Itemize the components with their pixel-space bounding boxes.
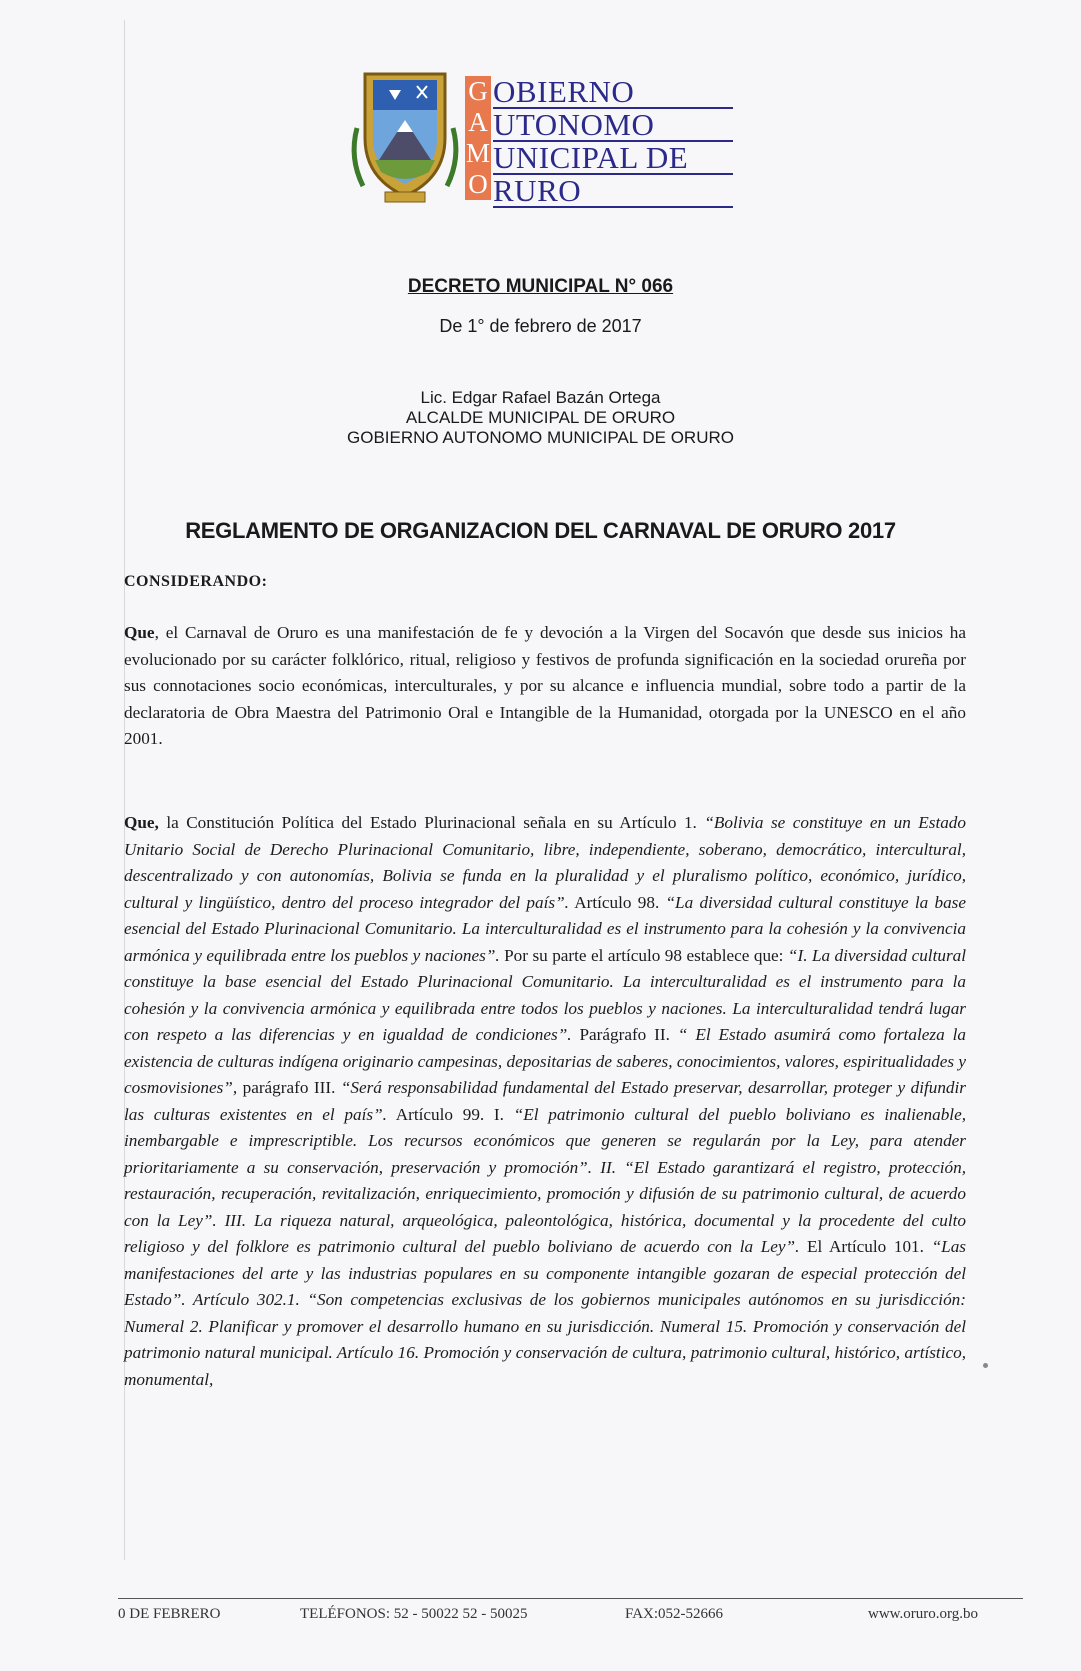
paragraph-lead: Que,	[124, 813, 159, 832]
quote: “Las manifestaciones del arte y las industrias populares en su componente intangible gozaran de especial protección del Estado”. Artículo 302.1. “Son competencias exclusivas de los gobiernos municipales autónomos en su jurisdicción: Numeral 2. Planificar y promover el desarrollo humano en su jurisdicción. Numeral 15. Promoción y conservación del patrimonio natural municipal. Artículo 16. Promoción y conservación de cultura, patrimonio cultural, histórico, artístico, monumental,	[124, 1237, 966, 1389]
logo-line: UNICIPAL DE	[493, 142, 733, 175]
footer-address: 0 DE FEBRERO	[118, 1606, 221, 1622]
logo-letter: O	[468, 169, 488, 199]
quote: “Será responsabilidad fundamental del Estado preservar, desarrollar, proteger y difundir las culturas existentes en el país”.	[124, 1078, 966, 1124]
considerando-heading: CONSIDERANDO:	[124, 573, 268, 590]
paragraph-text: Parágrafo II.	[571, 1025, 678, 1044]
gamo-logo	[345, 68, 725, 208]
mayor-role: ALCALDE MUNICIPAL DE ORURO	[405, 408, 676, 427]
regulation-title: REGLAMENTO DE ORGANIZACION DEL CARNAVAL DE ORURO 2017	[185, 518, 896, 543]
footer-divider	[118, 1598, 1023, 1599]
quote: “ El Estado asumirá como fortaleza la existencia de culturas indígena originario campesinas, depositarias de saberes, conocimientos, valores, espiritualidades y cosmovisiones”,	[124, 1025, 966, 1097]
logo-letter: G	[468, 76, 488, 106]
quote: “La diversidad cultural constituye la base esencial del Estado Plurinacional Comunitario. La interculturalidad es el instrumento para la cohesión y la convivencia armónica y equilibrada entre los pueblos y naciones”.	[124, 892, 966, 965]
logo-line: UTONOMO	[493, 109, 733, 142]
paragraph-lead: Que	[124, 623, 155, 642]
paragraph-text: El Artículo 101.	[799, 1237, 932, 1256]
coat-of-arms-icon	[345, 68, 465, 208]
decree-title-text: DECRETO MUNICIPAL N° 066	[407, 276, 674, 297]
decree-title	[0, 276, 1081, 298]
logo-letter: M	[465, 138, 490, 168]
logo-wordmark	[493, 76, 733, 208]
paragraph-text: Artículo 98.	[568, 892, 666, 912]
mayor-org: GOBIERNO AUTONOMO MUNICIPAL DE ORURO	[347, 428, 734, 447]
quote: “El patrimonio cultural del pueblo boliviano es inalienable, inembargable e imprescriptible. Los recursos económicos que generen se regularán por la Ley, para atender prioritariamente a su conservación, preservación y promoción”. II. “El Estado garantizará el registro, protección, restauración, recuperación, revitalización, enriquecimiento, promoción y difusión de su patrimonio cultural, de acuerdo con la Ley”. III. La riqueza natural, arqueológica, paleontológica, histórica, documental y la procedente del culto religioso y del folklore es patrimonio cultural del pueblo boliviano de acuerdo con la Ley”.	[124, 1104, 967, 1256]
mayor-block	[0, 388, 1081, 448]
paragraph-text: la Constitución Política del Estado Plurinacional señala en su Artículo 1.	[158, 813, 705, 832]
decree-date: De 1° de febrero de 2017	[439, 316, 642, 336]
quote: “I. La diversidad cultural constituye la base esencial del Estado Plurinacional Comunitario. La interculturalidad es el instrumento para la cohesión y la convivencia armónica y equilibrada entre todos los pueblos y naciones. La interculturalidad tendrá lugar con respeto a las diferencias y en igualdad de condiciones”.	[124, 945, 966, 1044]
scan-speck	[983, 1363, 988, 1368]
footer-website[interactable]: www.oruro.org.bo	[868, 1606, 978, 1622]
gamo-letters	[465, 76, 491, 200]
quote: “Bolivia se constituye en un Estado Unitario Social de Derecho Plurinacional Comunitario, libre, independiente, soberano, democrático, intercultural, descentralizado y con autonomías, Bolivia se funda en la pluralidad y el pluralismo político, económico, jurídico, cultural y lingüístico, dentro del proceso integrador del país”.	[124, 813, 966, 912]
paragraph-text: Por su parte el artículo 98 establece que:	[499, 945, 788, 965]
footer-fax: FAX:052-52666	[625, 1606, 724, 1622]
paragraph-text: parágrafo III.	[237, 1078, 341, 1097]
paragraph-2	[124, 810, 966, 1393]
paragraph-text: Artículo 99. I.	[386, 1104, 514, 1124]
logo-letter: A	[468, 107, 488, 137]
footer-phones: TELÉFONOS: 52 - 50022 52 - 50025	[300, 1606, 528, 1622]
paragraph-1	[124, 620, 966, 753]
paragraph-text: , el Carnaval de Oruro es una manifestación de fe y devoción a la Virgen del Socavón que desde sus inicios ha evolucionado por su carácter folklórico, ritual, religioso y festivos de profunda significación en la sociedad orureña por sus connotaciones socio económicas, interculturales, y por su alcance e influencia mundial, sobre todo a partir de la declaratoria de Obra Maestra del Patrimonio Oral e Intangible de la Humanidad, otorgada por la UNESCO en el año 2001.	[124, 623, 966, 748]
logo-line: OBIERNO	[493, 76, 733, 109]
logo-line: RURO	[493, 175, 733, 208]
mayor-name: Lic. Edgar Rafael Bazán Ortega	[420, 388, 661, 407]
